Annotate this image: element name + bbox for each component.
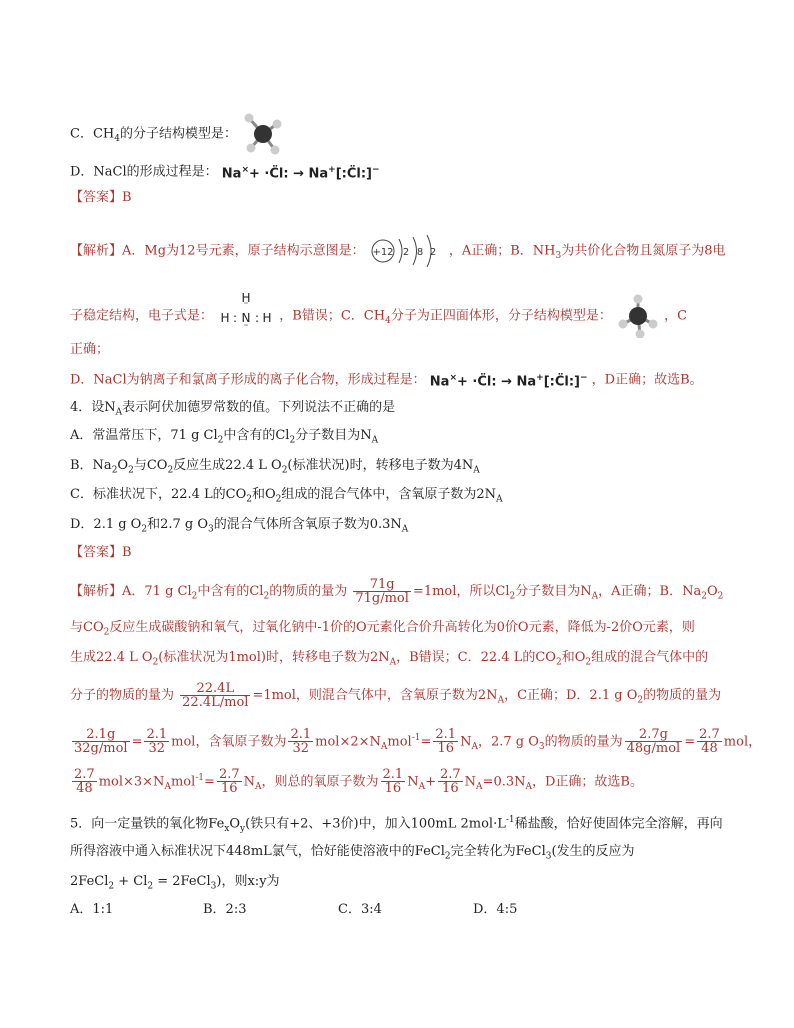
nh3-electron-formula	[217, 292, 275, 340]
q4-explanation-4: 分子的物质的量为 $\frac{22.4L}{\text{22.4L/mol}}$ =1mol，则混合气体中，含氧原子数为$2N_A$，C正确；D．2.1 g $O_2$的物质的量为	[70, 681, 722, 710]
q4-option-a: A．常温常压下，71 g $Cl_2$中含有的$Cl_2$分子数目为$N_A$	[70, 428, 379, 446]
q3-option-d: D．NaCl的形成过程是： Na×+ ·C̈l: → Na+[:C̈l:]−	[70, 160, 380, 184]
svg-text:N: N	[241, 311, 251, 325]
q5-stem-line-3: 2FeCl$_2$ + $Cl_2$ = 2FeCl$_3$)，则x:y为	[70, 874, 280, 892]
svg-text:8: 8	[416, 247, 423, 258]
q4-option-b: B．$Na_2O_2$与$CO_2$反应生成22.4 L $O_2$(标准状况)时，转移电子数为$4N_A$	[70, 458, 480, 476]
q3-explanation-3: 正确；	[70, 342, 110, 357]
q5-option-b[interactable]: B．2:3	[203, 902, 247, 917]
q4-explanation-2: 与$CO_2$反应生成碳酸钠和氧气，过氧化钠中-1价的O元素化合价升高转化为0价O元素，降低为-2价O元素，则	[70, 620, 695, 638]
q4-explanation-5: $\frac{2.1g}{\text{32g/mol}}$ = $\frac{2.1}{32}$ mol，含氧原子数为 $\frac{2.1}{32}$ $mol\times 2\times N_Amol^{-1}=$ $\frac{2.1}{16}$ $N_A$，2.7 g $O_3$的物质的量为 $\frac{2.7g}{\text{48g/mol}}$ = $\frac{2.7}{48}$ mol，	[74, 727, 762, 757]
q4-answer: 【答案】B	[70, 545, 132, 560]
mg-atomic-structure-diagram	[369, 233, 445, 269]
q5-stem-line-1: 5．向一定量铁的氧化物$Fe_xO_y$(铁只有+2、+3价)中，加入100mL $2mol\cdot L^{-1}$稀盐酸，恰好使固体完全溶解，再向	[70, 815, 723, 834]
svg-text:+12: +12	[372, 247, 394, 258]
q3-explanation-1: 【解析】A．Mg为12号元素，原子结构示意图是： +12 2 8 2 ，A正确；B．$NH_3$为共价化合物且氮原子为8电	[70, 233, 726, 269]
q4-explanation-1: 【解析】A．71 g $Cl_2$中含有的$Cl_2$的物质的量为 $\frac{71g}{\text{71g/mol}}$ =1mol，所以$Cl_2$分子数目为$N_A$，A正确；B．$Na_2O_2$	[70, 577, 724, 606]
svg-text:¨: ¨	[243, 302, 249, 313]
q3-explanation-4: D．NaCl为钠离子和氯离子形成的离子化合物，形成过程是： Na×+ ·C̈l: → Na+[:C̈l:]− ，D正确；故选B。	[70, 368, 703, 392]
q4-stem: 4．设$N_A$表示阿伏加德罗常数的值。下列说法不正确的是	[70, 400, 396, 418]
methane-model-icon	[241, 112, 285, 156]
q5-option-c[interactable]: C．3:4	[338, 902, 382, 917]
q4-option-d: D．2.1 g $O_2$和2.7 g $O_3$的混合气体所含氧原子数为$0.3N_A$	[70, 517, 409, 535]
q4-explanation-3: 生成22.4 L $O_2$(标准状况为1mol)时，转移电子数为$2N_A$，B错误；C．22.4 L的$CO_2$和$O_2$组成的混合气体中的	[70, 650, 709, 668]
svg-text:H: H	[241, 292, 251, 305]
nacl-formation-equation: Na×+ ·C̈l: → Na+[:C̈l:]−	[221, 165, 380, 182]
q5-options	[70, 900, 570, 920]
svg-text:2: 2	[429, 247, 436, 258]
q5-option-d[interactable]: D．4:5	[473, 902, 518, 917]
methane-model-icon	[616, 294, 660, 338]
q3-option-c: C．$CH_4$的分子结构模型是：	[70, 112, 285, 156]
q5-option-a[interactable]: A．1:1	[70, 902, 114, 917]
q4-explanation-6: $\frac{2.7}{48}$ $mol\times 3\times N_Amol^{-1}=$ $\frac{2.7}{16}$ $N_A$，则总的氧原子数为 $\frac{2.1}{16}$ $N_A+$ $\frac{2.7}{16}$ $N_A=0.3N_A$，D正确；故选B。	[74, 767, 643, 797]
q5-stem-line-2: 所得溶液中通入标准状况下448mL氯气，恰好能使溶液中的FeCl$_2$完全转化为FeCl$_3$(发生的反应为	[70, 844, 635, 862]
q4-option-c: C．标准状况下，22.4 L的$CO_2$和$O_2$组成的混合气体中，含氧原子数为$2N_A$	[70, 487, 503, 505]
svg-text:¨: ¨	[243, 324, 249, 335]
svg-text::: :	[233, 311, 238, 325]
nacl-formation-equation: Na×+ ·C̈l: → Na+[:C̈l:]−	[429, 373, 588, 390]
svg-text:H: H	[262, 311, 272, 325]
svg-text:2: 2	[402, 247, 409, 258]
q3-answer: 【答案】B	[70, 190, 132, 205]
q3-explanation-2: 子稳定结构，电子式是： H ¨ H : N : H ¨ ，B错误；C．$CH_4$分子为正四面体形，分子结构模型是： ，C	[70, 292, 687, 340]
svg-text::: :	[255, 311, 260, 325]
svg-text:H: H	[220, 311, 230, 325]
